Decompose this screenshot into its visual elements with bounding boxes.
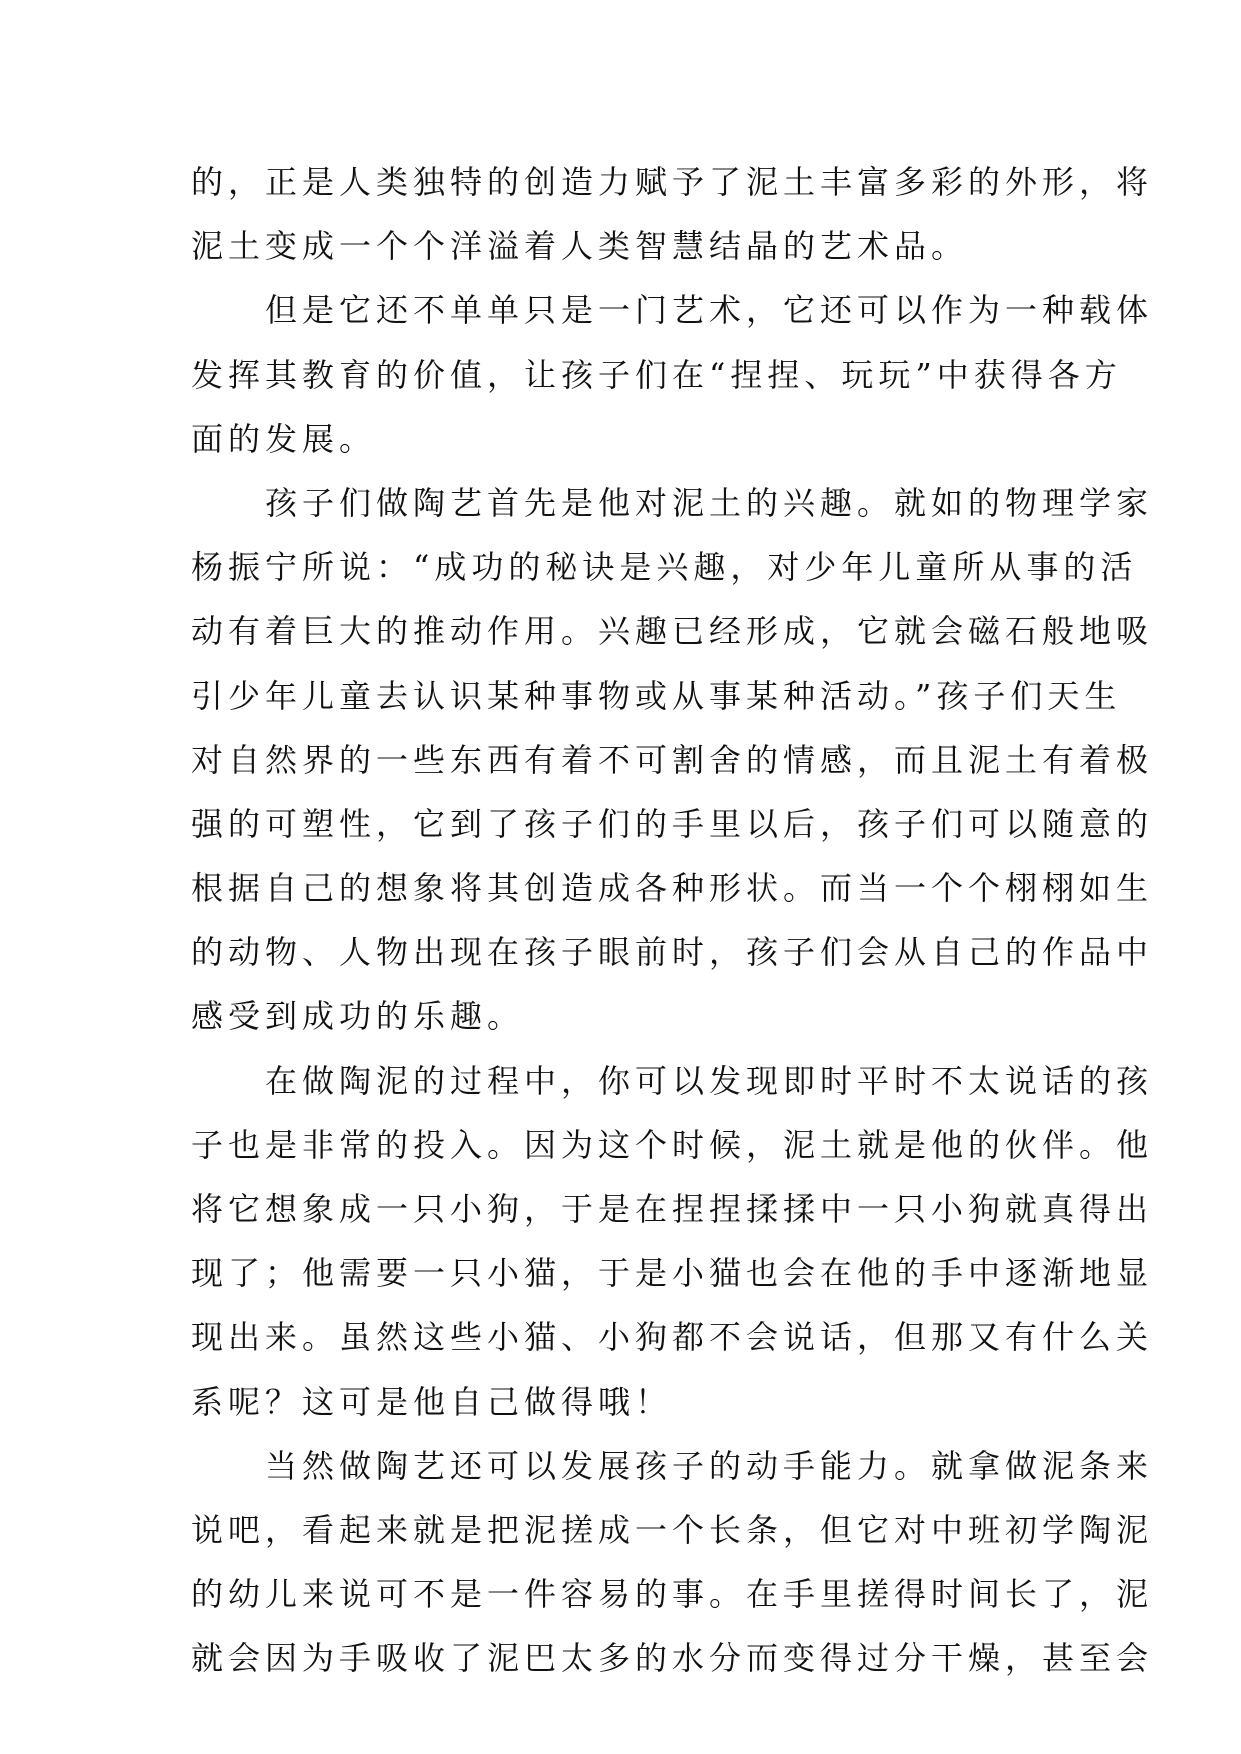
text-line: 杨振宁所说：“成功的秘诀是兴趣，对少年儿童所从事的活 bbox=[191, 548, 1138, 587]
text-line: 根据自己的想象将其创造成各种形状。而当一个个栩栩如生 bbox=[191, 869, 1154, 908]
text-line: 的动物、人物出现在孩子眼前时，孩子们会从自己的作品中 bbox=[191, 933, 1154, 972]
paragraph-first-line: 但是它还不单单只是一门艺术，它还可以作为一种载体 bbox=[265, 291, 1154, 330]
text-line: 现出来。虽然这些小猫、小狗都不会说话，但那又有什么关 bbox=[191, 1318, 1154, 1357]
text-line: 子也是非常的投入。因为这个时候，泥土就是他的伙伴。他 bbox=[191, 1125, 1154, 1164]
text-line: 将它想象成一只小狗，于是在捏捏揉揉中一只小狗就真得出 bbox=[191, 1190, 1154, 1228]
text-line: 的幼儿来说可不是一件容易的事。在手里搓得时间长了，泥 bbox=[191, 1575, 1154, 1614]
text-line: 现了；他需要一只小猫，于是小猫也会在他的手中逐渐地显 bbox=[191, 1254, 1154, 1293]
text-line: 的，正是人类独特的创造力赋予了泥土丰富多彩的外形，将 bbox=[191, 163, 1154, 201]
paragraph-first-line: 孩子们做陶艺首先是他对泥土的兴趣。就如的物理学家 bbox=[265, 483, 1154, 522]
text-line: 动有着巨大的推动作用。兴趣已经形成，它就会磁石般地吸 bbox=[191, 612, 1154, 651]
paragraph-first-line: 在做陶泥的过程中，你可以发现即时平时不太说话的孩 bbox=[265, 1061, 1154, 1100]
text-line: 引少年儿童去认识某种事物或从事某种活动。”孩子们天生 bbox=[191, 676, 1122, 715]
paragraph-first-line: 当然做陶艺还可以发展孩子的动手能力。就拿做泥条来 bbox=[265, 1446, 1154, 1485]
text-line: 泥土变成一个个洋溢着人类智慧结晶的艺术品。 bbox=[191, 227, 969, 266]
text-line: 就会因为手吸收了泥巴太多的水分而变得过分干燥，甚至会 bbox=[191, 1639, 1154, 1678]
text-line: 对自然界的一些东西有着不可割舍的情感，而且泥土有着极 bbox=[191, 740, 1154, 779]
text-line: 系呢？这可是他自己做得哦！ bbox=[191, 1382, 673, 1421]
text-line: 说吧，看起来就是把泥搓成一个长条，但它对中班初学陶泥 bbox=[191, 1510, 1154, 1549]
text-line: 发挥其教育的价值，让孩子们在“捏捏、玩玩”中获得各方 bbox=[191, 355, 1122, 394]
text-line: 感受到成功的乐趣。 bbox=[191, 997, 525, 1036]
text-line: 面的发展。 bbox=[191, 419, 377, 458]
text-line: 强的可塑性，它到了孩子们的手里以后，孩子们可以随意的 bbox=[191, 804, 1154, 843]
body-text bbox=[191, 150, 1154, 1691]
